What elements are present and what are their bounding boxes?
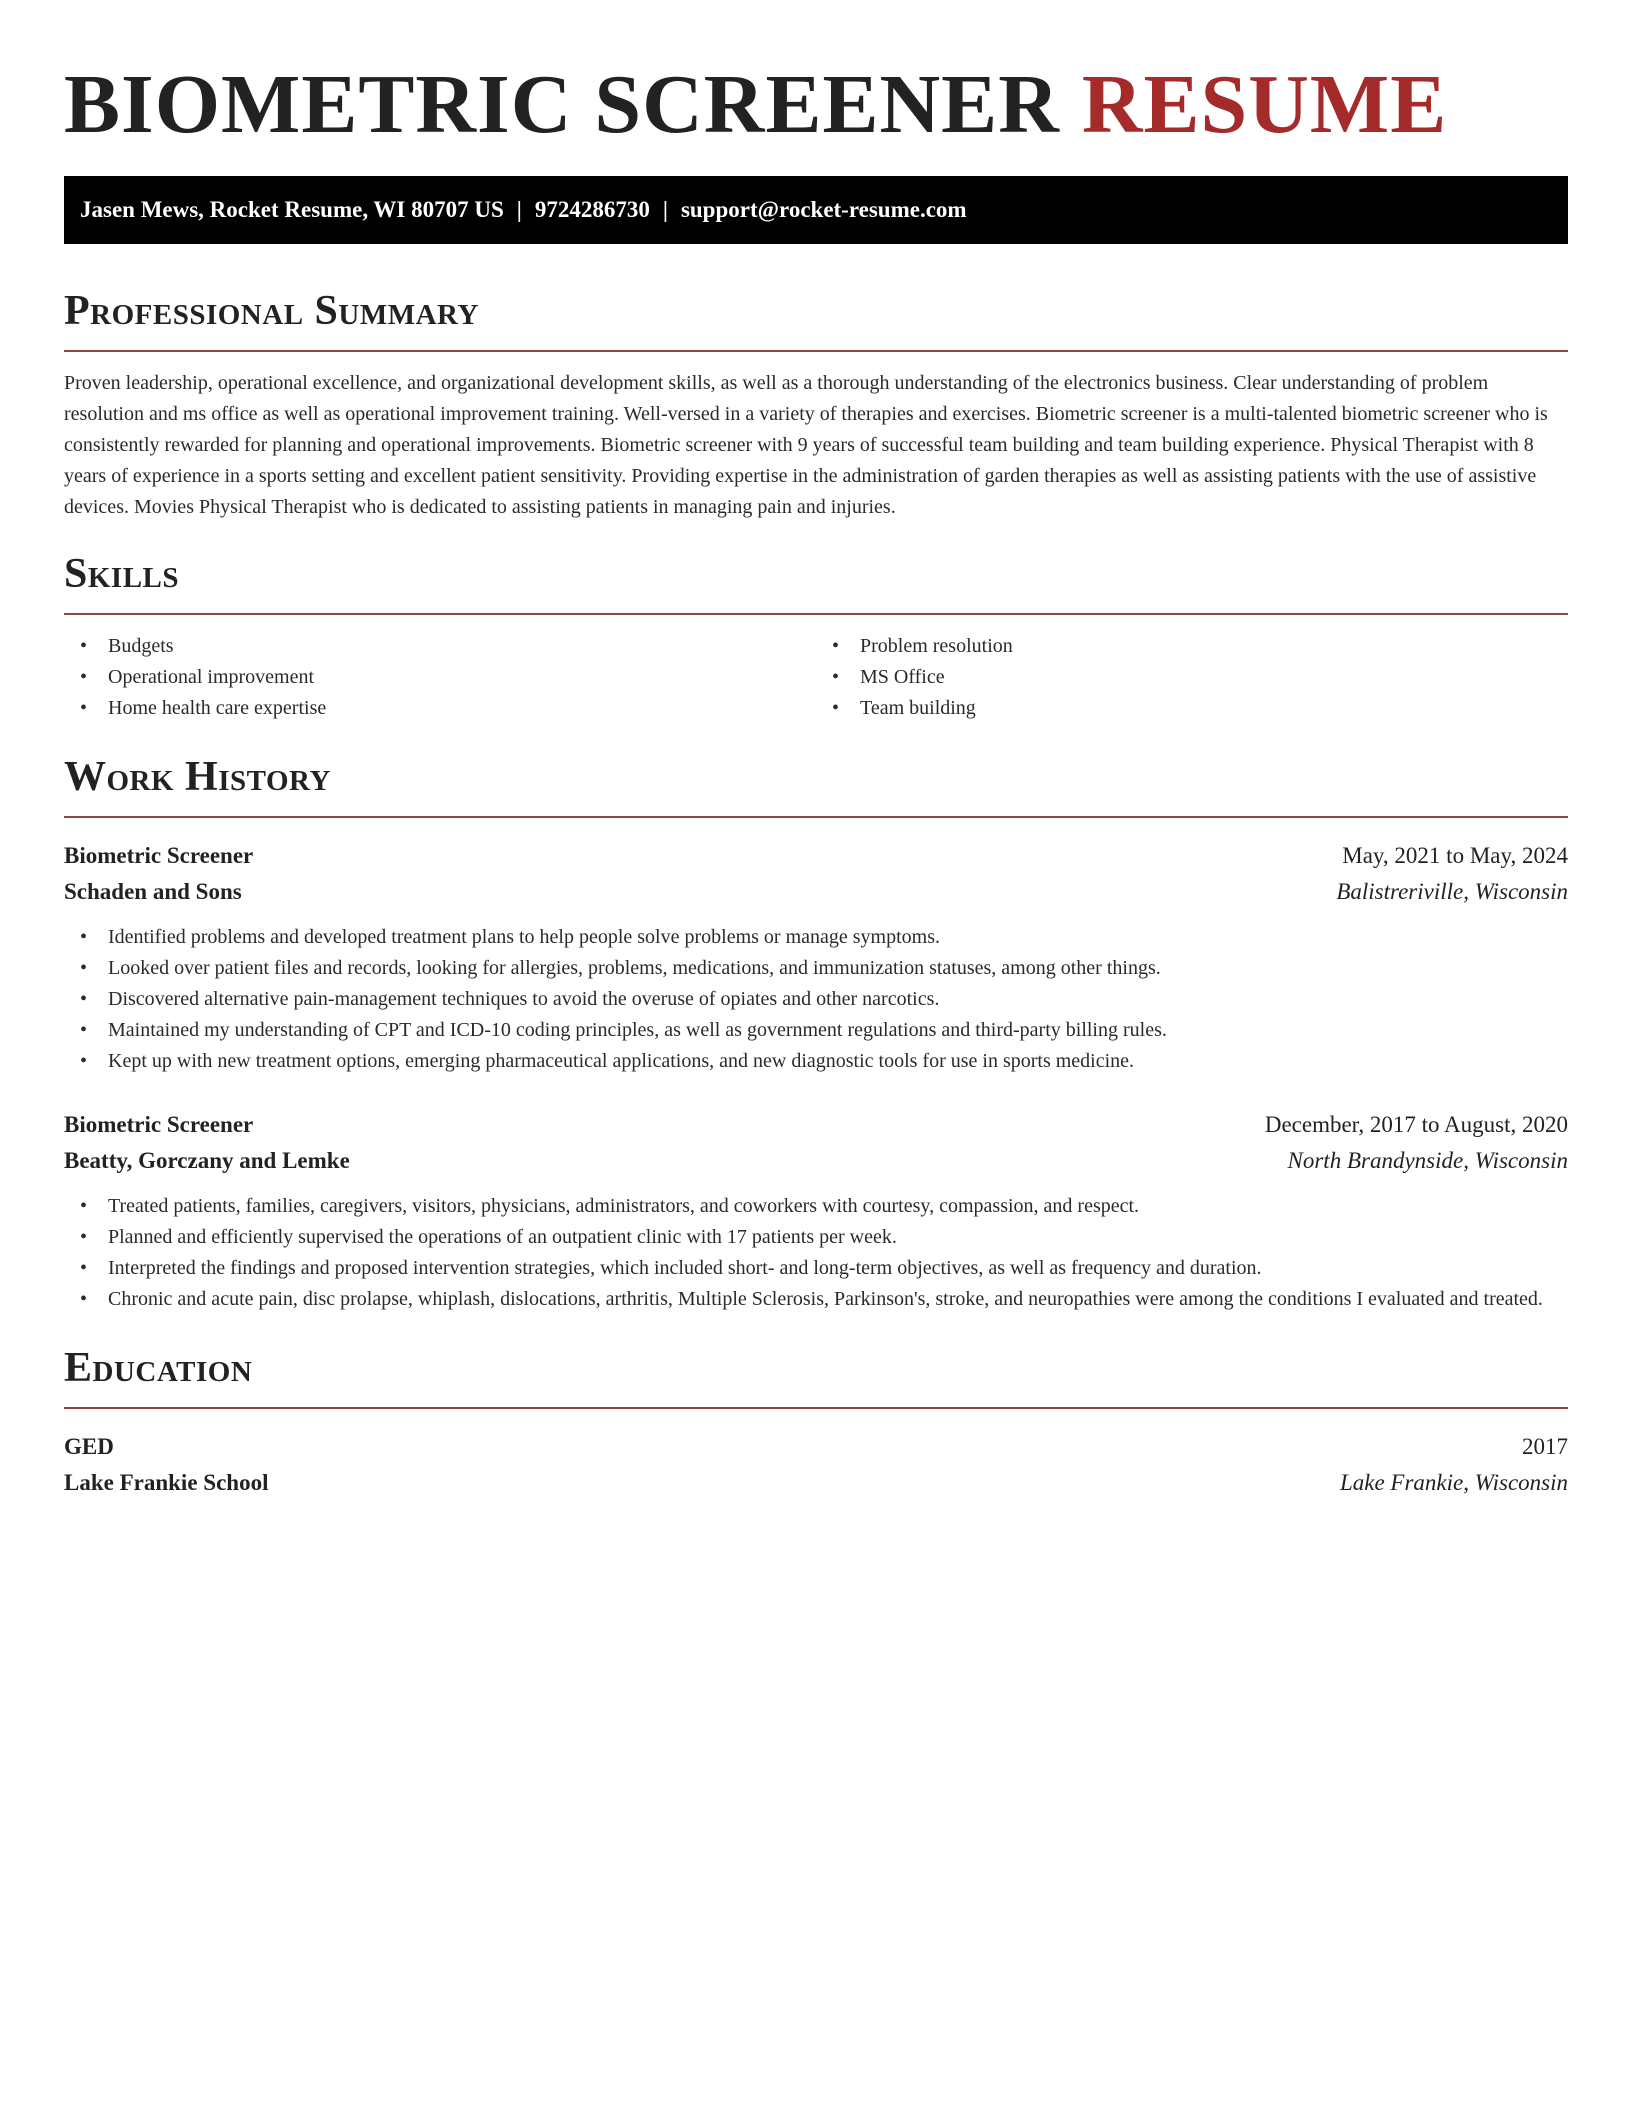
contact-bar [64, 176, 1568, 244]
job-duties [64, 1191, 1568, 1315]
job-duty: • Treated patients, families, caregivers, visitors, physicians, administrators, and coworkers with courtesy, compassion, and respect. [64, 1191, 1568, 1222]
education-location: Lake Frankie, Wisconsin [1339, 1470, 1568, 1495]
education-entry [64, 1429, 1568, 1501]
skills-column-left [64, 631, 816, 724]
job-title: Biometric Screener [64, 1112, 254, 1137]
job-location: Balistreriville, Wisconsin [1336, 879, 1568, 904]
job-duty: • Kept up with new treatment options, emerging pharmaceutical applications, and new diagnostic tools for use in sports medicine. [64, 1046, 1568, 1077]
contact-address: Jasen Mews, Rocket Resume, WI 80707 US [80, 197, 504, 222]
job-duty: • Looked over patient files and records, looking for allergies, problems, medications, and immunization statuses, among other things. [64, 953, 1568, 984]
skill-item: • Budgets [64, 631, 816, 662]
skills-heading: Skills [64, 549, 1568, 615]
summary-text: Proven leadership, operational excellence, and organizational development skills, as well as a thorough understanding of the electronics business. Clear understanding of problem resolution and ms office as well as operational improvement training. Well-versed in a variety of therapies and exercises. Biometric screener is a multi-talented biometric screener who is consistently rewarded for planning and operational improvements. Biometric screener with 9 years of successful team building and team building experience. Physical Therapist with 8 years of experience in a sports setting and excellent patient sensitivity. Providing expertise in the administration of garden therapies as well as assisting patients with the use of assistive devices. Movies Physical Therapist who is dedicated to assisting patients in managing pain and injuries. [64, 372, 1548, 518]
job-title: Biometric Screener [64, 843, 254, 868]
job-duty: • Identified problems and developed treatment plans to help people solve problems or manage symptoms. [64, 922, 1568, 953]
job-duty: • Chronic and acute pain, disc prolapse, whiplash, dislocations, arthritis, Multiple Sclerosis, Parkinson's, stroke, and neuropathies were among the conditions I evaluated and treated. [64, 1284, 1568, 1315]
job-title-row [64, 838, 1568, 874]
skill-item: • MS Office [816, 662, 1568, 693]
title-accent: RESUME [1081, 58, 1448, 151]
job-duties [64, 922, 1568, 1077]
work-history-heading: Work History [64, 752, 1568, 818]
education-school-row [64, 1465, 1568, 1501]
summary-heading: Professional Summary [64, 286, 1568, 352]
job-company: Beatty, Gorczany and Lemke [64, 1148, 350, 1173]
job-duty: • Planned and efficiently supervised the operations of an outpatient clinic with 17 patients per week. [64, 1222, 1568, 1253]
education-degree: GED [64, 1434, 114, 1459]
skills-column-right [816, 631, 1568, 724]
skill-item: • Team building [816, 693, 1568, 724]
job-dates: May, 2021 to May, 2024 [1342, 843, 1568, 868]
job-company: Schaden and Sons [64, 879, 242, 904]
education-year: 2017 [1522, 1434, 1568, 1459]
job-title-row [64, 1107, 1568, 1143]
education-degree-row [64, 1429, 1568, 1465]
contact-separator: | [516, 197, 522, 222]
job-duty: • Interpreted the findings and proposed intervention strategies, which included short- and long-term objectives, as well as frequency and duration. [64, 1253, 1568, 1284]
job-entry [64, 838, 1568, 1077]
job-company-row [64, 874, 1568, 910]
contact-email: support@rocket-resume.com [680, 197, 967, 222]
skill-item: • Problem resolution [816, 631, 1568, 662]
skills-list [64, 631, 1568, 724]
job-entry [64, 1107, 1568, 1315]
education-school: Lake Frankie School [64, 1470, 269, 1495]
contact-separator: | [662, 197, 668, 222]
job-duty: • Maintained my understanding of CPT and ICD-10 coding principles, as well as government regulations and third-party billing rules. [64, 1015, 1568, 1046]
resume-title [64, 58, 1568, 152]
contact-phone: 9724286730 [534, 197, 650, 222]
job-dates: December, 2017 to August, 2020 [1264, 1112, 1568, 1137]
skill-item: • Operational improvement [64, 662, 816, 693]
job-company-row [64, 1143, 1568, 1179]
education-heading: Education [64, 1343, 1568, 1409]
job-duty: • Discovered alternative pain-management techniques to avoid the overuse of opiates and other narcotics. [64, 984, 1568, 1015]
resume-page [64, 0, 1568, 1501]
title-main: BIOMETRIC SCREENER [64, 58, 1060, 151]
skill-item: • Home health care expertise [64, 693, 816, 724]
job-location: North Brandynside, Wisconsin [1287, 1148, 1568, 1173]
